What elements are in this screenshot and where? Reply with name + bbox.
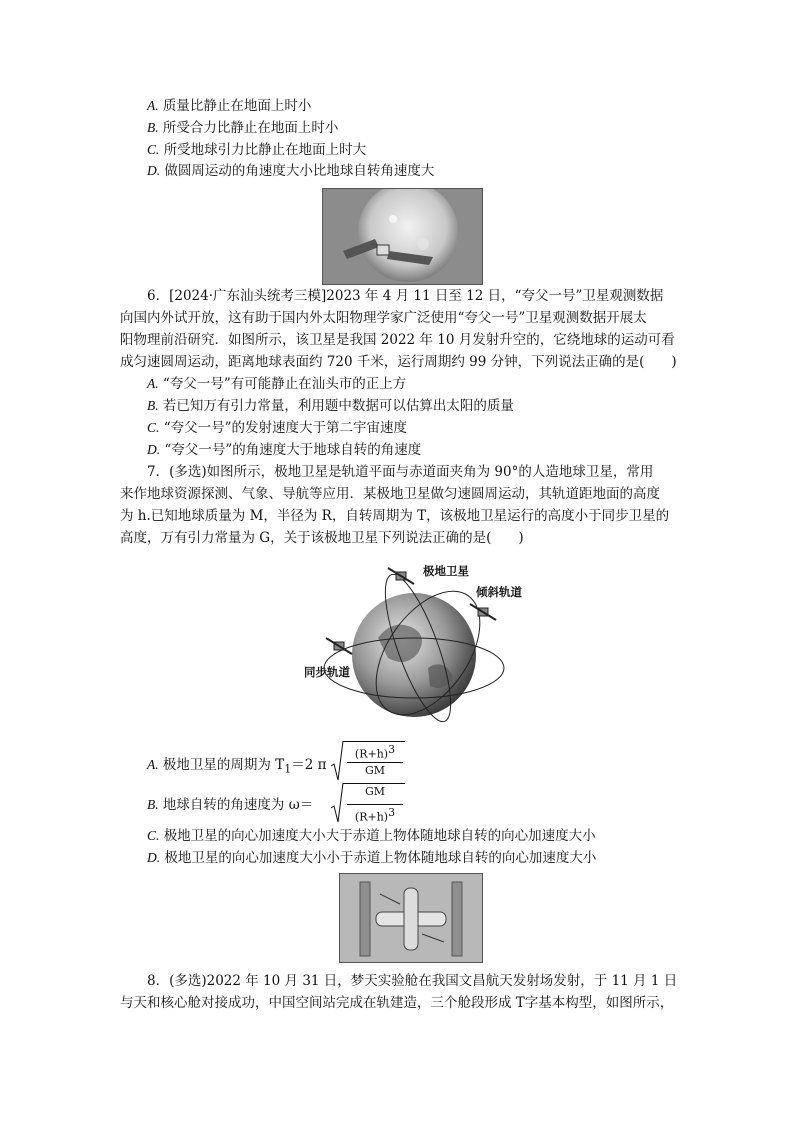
- space-station-image: [339, 873, 483, 963]
- q7-option-b-formula: GM $(R+h)^3$: [330, 782, 410, 824]
- q7-stem-line-2: 来作地球资源探测、气象、导航等应用．某极地卫星做匀速圆周运动，其轨道距地面的高度: [120, 486, 660, 502]
- q6-option-a: A. “夸父一号”有可能静止在汕头市的正上方: [147, 376, 407, 392]
- q5-option-b: B. 所受合力比静止在地面上时小: [147, 120, 339, 136]
- q7-option-a: A. 极地卫星的周期为 $T_1=2$ π: [147, 757, 327, 776]
- satellite-icon: [388, 568, 414, 584]
- q6-stem-line-4: 成匀速圆周运动，距离地球表面约 720 千米，运行周期约 99 分钟，下列说法正确的是( ): [120, 354, 677, 370]
- q6-stem-line-1: 6．[2024·广东汕头统考三模]2023 年 4 月 11 日至 12 日，“夸父一号”卫星观测数据: [147, 288, 664, 304]
- q7-stem-line-3: 为 h.已知地球质量为 M，半径为 R，自转周期为 T，该极地卫星运行的高度小于同步卫星的: [120, 508, 670, 524]
- q7-option-d: D. 极地卫星的向心加速度大小小于赤道上物体随地球自转的向心加速度大小: [147, 850, 597, 866]
- q8-stem-line-2: 与天和核心舱对接成功，中国空间站完成在轨建造，三个舱段形成 T字基本构型，如图所示，: [120, 995, 674, 1011]
- q6-option-d: D. “夸父一号”的角速度大于地球自转的角速度: [147, 442, 422, 458]
- label-inclined-orbit: 倾斜轨道: [476, 585, 522, 599]
- q7-option-b: B. 地球自转的角速度为 ω＝: [147, 797, 314, 813]
- q8-stem-line-1: 8．(多选)2022 年 10 月 31 日，梦天实验舱在我国文昌航天发射场发射，于 11 月 1 日: [147, 973, 678, 989]
- q7-stem-line-4: 高度，万有引力常量为 G，关于该极地卫星下列说法正确的是( ): [120, 530, 524, 546]
- q6-stem-line-2: 向国内外试开放，这有助于国内外太阳物理学家广泛使用“夸父一号”卫星观测数据开展太: [120, 310, 647, 326]
- satellite-icon: [470, 604, 496, 620]
- q7-option-a-formula: $(R+h)^3$ GM: [330, 740, 410, 782]
- q6-option-c: C. “夸父一号”的发射速度大于第二宇宙速度: [147, 420, 407, 436]
- q6-stem-line-3: 阳物理前沿研究．如图所示，该卫星是我国 2022 年 10 月发射升空的，它绕地球的运动可看: [120, 332, 675, 348]
- earth-orbits-figure: [304, 558, 530, 726]
- label-polar-satellite: 极地卫星: [423, 564, 469, 578]
- q7-option-c: C. 极地卫星的向心加速度大小大于赤道上物体随地球自转的向心加速度大小: [147, 828, 596, 844]
- q5-option-c: C. 所受地球引力比静止在地面上时大: [147, 142, 367, 158]
- label-sync-orbit: 同步轨道: [304, 665, 350, 679]
- q5-option-a: A. 质量比静止在地面上时小: [147, 98, 312, 114]
- q7-stem-line-1: 7．(多选)如图所示，极地卫星是轨道平面与赤道面夹角为 90°的人造地球卫星，常用: [147, 464, 654, 480]
- q5-option-d: D. 做圆周运动的角速度大小比地球自转角速度大: [147, 163, 435, 179]
- q6-option-b: B. 若已知万有引力常量，利用题中数据可以估算出太阳的质量: [147, 398, 514, 414]
- sun-satellite-image: [322, 188, 483, 285]
